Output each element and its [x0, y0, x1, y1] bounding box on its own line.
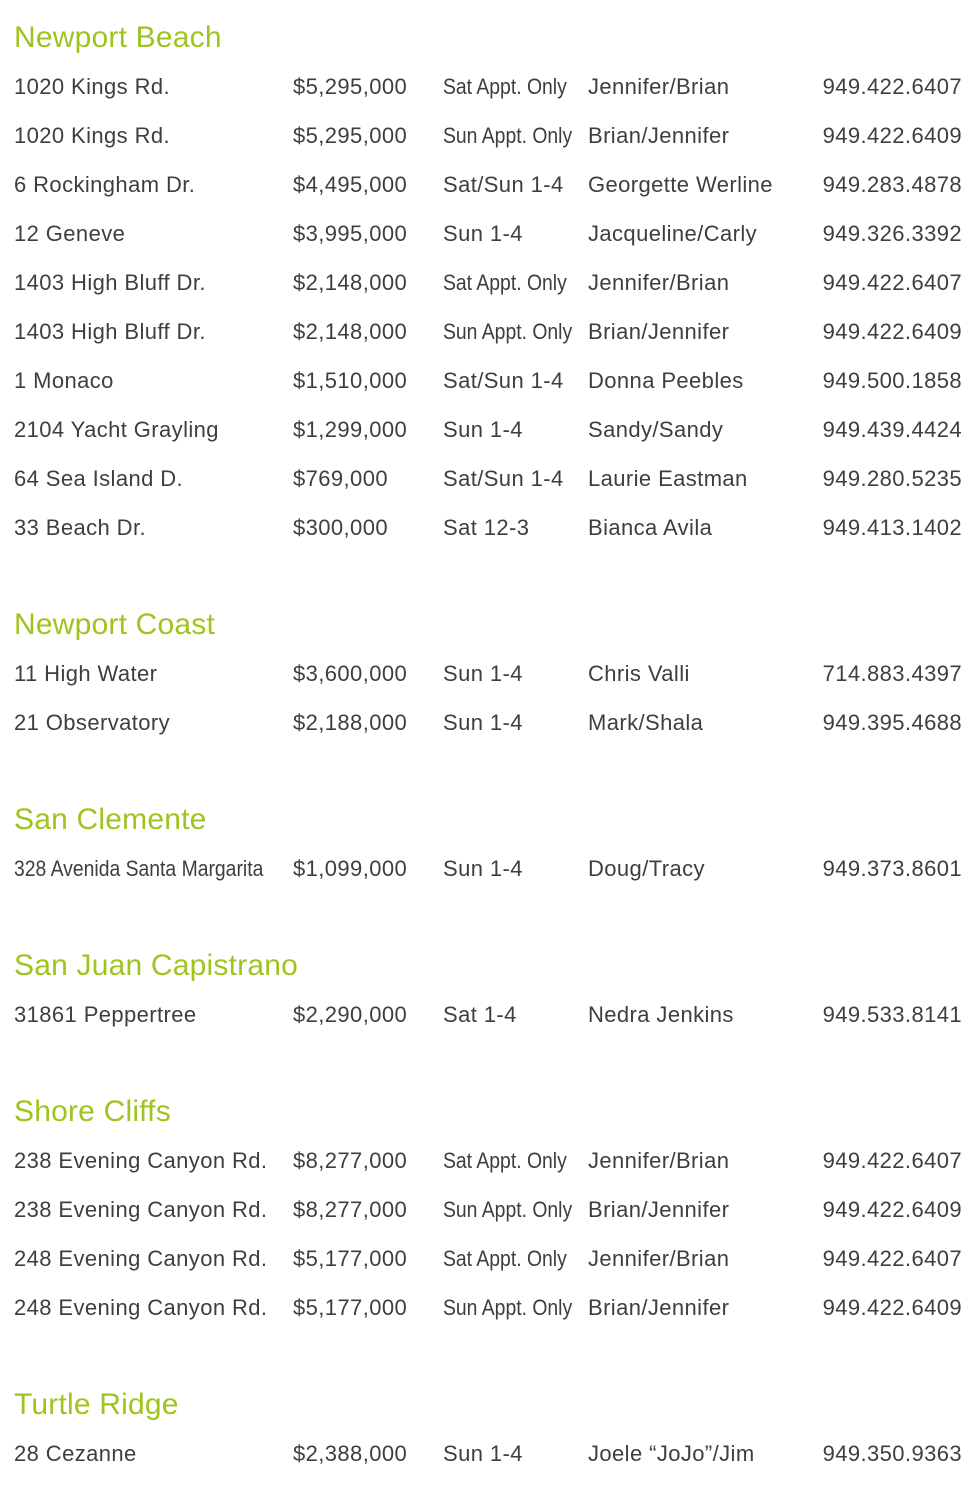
city-section [14, 1088, 962, 1332]
listings-group [14, 62, 962, 552]
listing-row [14, 1185, 962, 1234]
city-section [14, 601, 962, 747]
listing-phone: 949.439.4424 [822, 416, 962, 442]
listing-price: $4,495,000 [293, 171, 408, 197]
listing-price: $2,290,000 [293, 1001, 408, 1027]
listing-price: $1,299,000 [293, 416, 408, 442]
listing-address: 1403 High Bluff Dr. [14, 269, 206, 295]
listing-phone: 949.422.6409 [822, 1196, 962, 1222]
listing-agent: Brian/Jennifer [588, 1294, 730, 1320]
listing-address: 11 High Water [14, 660, 158, 686]
listing-agent: Jennifer/Brian [588, 73, 730, 99]
listing-address: 328 Avenida Santa Margarita [14, 855, 264, 881]
listing-price: $2,188,000 [293, 709, 408, 735]
listing-time: Sun Appt. Only [443, 1196, 573, 1222]
listing-phone: 949.422.6407 [822, 73, 962, 99]
listing-row [14, 1234, 962, 1283]
section-title: San Clemente [14, 803, 207, 836]
listing-price: $5,177,000 [293, 1294, 408, 1320]
listing-row [14, 1283, 962, 1332]
listing-agent: Jennifer/Brian [588, 1245, 730, 1271]
listing-row [14, 62, 962, 111]
section-title: Newport Beach [14, 21, 222, 54]
listing-time: Sun 1-4 [443, 220, 523, 246]
listing-phone: 949.326.3392 [822, 220, 962, 246]
sections-container [14, 14, 962, 1478]
listing-time: Sun 1-4 [443, 660, 523, 686]
listing-agent: Jennifer/Brian [588, 1147, 730, 1173]
listing-row [14, 356, 962, 405]
listing-address: 238 Evening Canyon Rd. [14, 1196, 268, 1222]
listing-time: Sat/Sun 1-4 [443, 367, 564, 393]
listing-row [14, 111, 962, 160]
listing-price: $300,000 [293, 514, 388, 540]
listing-row [14, 844, 962, 893]
listing-phone: 949.422.6407 [822, 1147, 962, 1173]
listing-phone: 949.422.6407 [822, 1245, 962, 1271]
listing-row [14, 1136, 962, 1185]
listing-price: $2,148,000 [293, 318, 408, 344]
listing-address: 1403 High Bluff Dr. [14, 318, 206, 344]
listing-time: Sat Appt. Only [443, 73, 567, 99]
listing-address: 2104 Yacht Grayling [14, 416, 219, 442]
listing-phone: 949.280.5235 [822, 465, 962, 491]
listing-agent: Bianca Avila [588, 514, 713, 540]
listing-phone: 949.533.8141 [822, 1001, 962, 1027]
listings-group [14, 1429, 962, 1478]
listing-row [14, 405, 962, 454]
listing-phone: 949.422.6407 [822, 269, 962, 295]
listing-price: $1,510,000 [293, 367, 408, 393]
listing-time: Sun Appt. Only [443, 1294, 573, 1320]
listing-price: $3,600,000 [293, 660, 408, 686]
listing-phone: 949.413.1402 [822, 514, 962, 540]
listing-agent: Doug/Tracy [588, 855, 705, 881]
listing-agent: Brian/Jennifer [588, 1196, 730, 1222]
listing-price: $5,177,000 [293, 1245, 408, 1271]
listing-phone: 949.395.4688 [822, 709, 962, 735]
listing-price: $5,295,000 [293, 122, 408, 148]
listing-phone: 949.422.6409 [822, 1294, 962, 1320]
listing-price: $3,995,000 [293, 220, 408, 246]
listing-phone: 714.883.4397 [822, 660, 962, 686]
listing-address: 1 Monaco [14, 367, 114, 393]
listing-row [14, 990, 962, 1039]
listing-agent: Donna Peebles [588, 367, 744, 393]
listing-time: Sun 1-4 [443, 855, 523, 881]
listing-row [14, 258, 962, 307]
city-section [14, 1381, 962, 1478]
listing-agent: Brian/Jennifer [588, 122, 730, 148]
listing-price: $1,099,000 [293, 855, 408, 881]
listing-agent: Chris Valli [588, 660, 690, 686]
listing-address: 21 Observatory [14, 709, 171, 735]
listing-time: Sun 1-4 [443, 1440, 523, 1466]
listing-agent: Laurie Eastman [588, 465, 748, 491]
listing-agent: Brian/Jennifer [588, 318, 730, 344]
listing-row [14, 209, 962, 258]
listing-address: 31861 Peppertree [14, 1001, 197, 1027]
listing-phone: 949.500.1858 [822, 367, 962, 393]
listing-address: 28 Cezanne [14, 1440, 137, 1466]
listing-address: 64 Sea Island D. [14, 465, 184, 491]
listing-phone: 949.283.4878 [822, 171, 962, 197]
listing-row [14, 307, 962, 356]
section-title: Newport Coast [14, 608, 216, 641]
listing-address: 6 Rockingham Dr. [14, 171, 196, 197]
listing-time: Sun 1-4 [443, 416, 523, 442]
listing-time: Sat 1-4 [443, 1001, 517, 1027]
city-section [14, 942, 962, 1039]
listing-agent: Mark/Shala [588, 709, 704, 735]
listing-price: $2,148,000 [293, 269, 408, 295]
city-section [14, 14, 962, 552]
listing-row [14, 698, 962, 747]
section-title: San Juan Capistrano [14, 949, 298, 982]
listing-agent: Joele “JoJo”/Jim [588, 1440, 755, 1466]
listing-time: Sat 12-3 [443, 514, 530, 540]
section-title: Shore Cliffs [14, 1095, 171, 1128]
listing-price: $2,388,000 [293, 1440, 408, 1466]
listing-agent: Jennifer/Brian [588, 269, 730, 295]
listing-time: Sat/Sun 1-4 [443, 171, 564, 197]
listings-group [14, 844, 962, 893]
listing-phone: 949.373.8601 [822, 855, 962, 881]
listing-address: 1020 Kings Rd. [14, 122, 171, 148]
listing-phone: 949.422.6409 [822, 122, 962, 148]
city-section [14, 796, 962, 893]
section-title: Turtle Ridge [14, 1388, 179, 1421]
listing-agent: Sandy/Sandy [588, 416, 724, 442]
listing-price: $8,277,000 [293, 1147, 408, 1173]
listing-price: $769,000 [293, 465, 388, 491]
listing-address: 248 Evening Canyon Rd. [14, 1294, 268, 1320]
listings-group [14, 649, 962, 747]
listing-address: 238 Evening Canyon Rd. [14, 1147, 268, 1173]
listing-address: 33 Beach Dr. [14, 514, 146, 540]
listing-row [14, 649, 962, 698]
listing-row [14, 1429, 962, 1478]
listing-agent: Nedra Jenkins [588, 1001, 734, 1027]
listing-agent: Jacqueline/Carly [588, 220, 758, 246]
listing-time: Sun Appt. Only [443, 122, 573, 148]
listing-time: Sat Appt. Only [443, 269, 567, 295]
listing-time: Sat/Sun 1-4 [443, 465, 564, 491]
listing-time: Sun Appt. Only [443, 318, 573, 344]
listing-address: 1020 Kings Rd. [14, 73, 171, 99]
listing-price: $8,277,000 [293, 1196, 408, 1222]
listings-group [14, 1136, 962, 1332]
listing-row [14, 454, 962, 503]
listing-time: Sun 1-4 [443, 709, 523, 735]
listing-phone: 949.422.6409 [822, 318, 962, 344]
listing-agent: Georgette Werline [588, 171, 773, 197]
listing-phone: 949.350.9363 [822, 1440, 962, 1466]
listing-row [14, 503, 962, 552]
listing-address: 12 Geneve [14, 220, 126, 246]
listing-row [14, 160, 962, 209]
listing-time: Sat Appt. Only [443, 1245, 567, 1271]
listing-address: 248 Evening Canyon Rd. [14, 1245, 268, 1271]
listing-time: Sat Appt. Only [443, 1147, 567, 1173]
listing-price: $5,295,000 [293, 73, 408, 99]
listings-group [14, 990, 962, 1039]
